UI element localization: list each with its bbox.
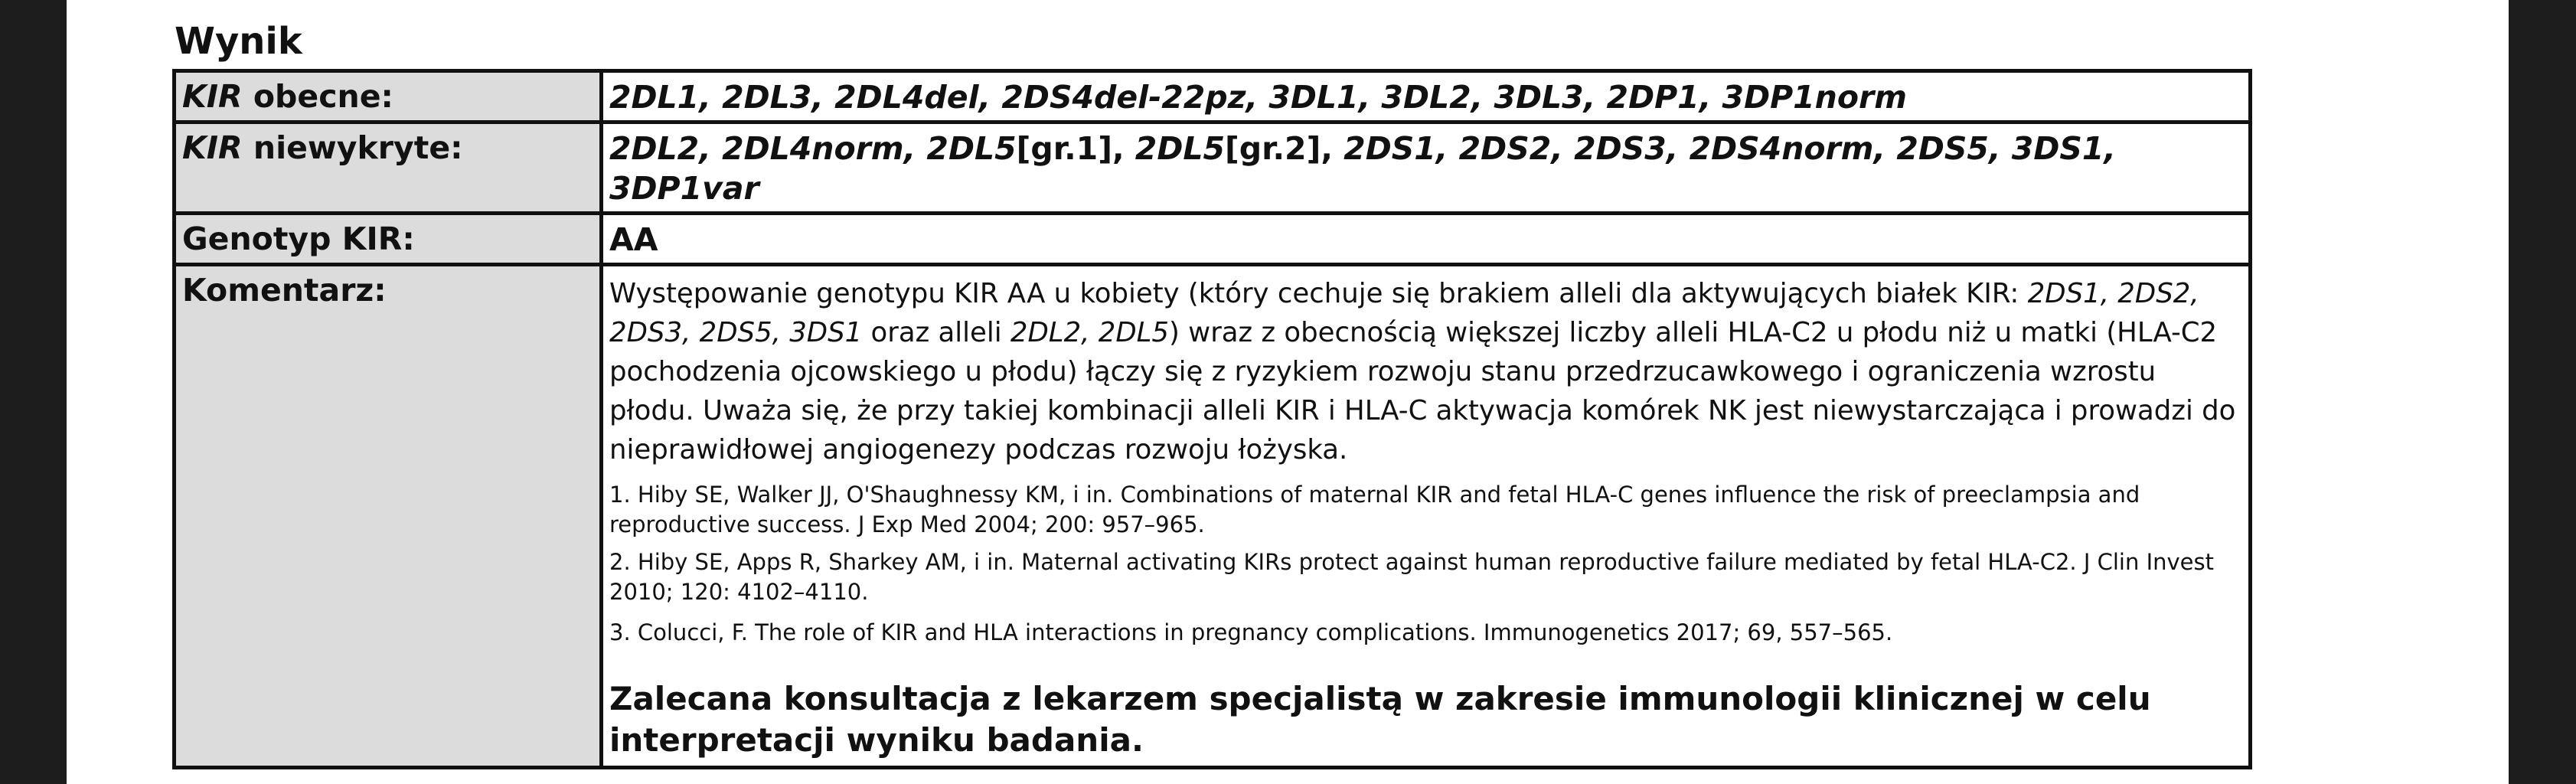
genotype-value-text: AA bbox=[609, 221, 658, 258]
result-table bbox=[172, 69, 2252, 769]
table-row-comment bbox=[175, 265, 2251, 768]
table-row-genotype bbox=[175, 214, 2251, 265]
undetected-part-2: 2DL5 bbox=[1135, 130, 1226, 167]
undetected-part-3: 2DS1, 2DS2, 2DS3, 2DS4norm, 2DS5, 3DS1, 3DP1var bbox=[609, 130, 2116, 207]
row-label-comment: Komentarz: bbox=[175, 265, 602, 768]
reference-item: 1. Hiby SE, Walker JJ, O'Shaughnessy KM, i in. Combinations of maternal KIR and fetal HLA-C genes influence the risk of preeclampsia and reproductive success. J Exp Med 2004; 200: 957–965. bbox=[609, 482, 2140, 537]
inhibitory-alleles: 2DL2, 2DL5 bbox=[1010, 317, 1170, 348]
table-row-kir-undetected bbox=[175, 122, 2251, 214]
genotype-value bbox=[602, 214, 2251, 265]
row-label-kir-present bbox=[175, 71, 602, 122]
label-undetected-text: niewykryte: bbox=[242, 129, 463, 166]
label-kir-italic: KIR bbox=[182, 129, 243, 166]
label-present-text: obecne: bbox=[242, 78, 393, 115]
reference-item: 3. Colucci, F. The role of KIR and HLA interactions in pregnancy complications. Immunogenetics 2017; 69, 557–565. bbox=[609, 619, 1893, 645]
references-list bbox=[609, 480, 2242, 648]
comment-paragraph: Występowanie genotypu KIR AA u kobiety (który cechuje się brakiem alleli dla aktywujących białek KIR: 2DS1, 2DS2, 2DS3, 2DS5, 3DS1 oraz alleli 2DL2, 2DL5) wraz z obecnością większej liczby alleli HLA-C2 u płodu niż u matki (HLA-C2 pochodzenia ojcowskiego u płodu) łączy się z ryzykiem rozwoju stanu przedrzucawkowego i ograniczenia wzrostu płodu. Uważa się, że przy takiej kombinacji alleli KIR i HLA-C aktywacja komórek NK jest niewystarczająca i prowadzi do nieprawidłowej angiogenezy podczas rozwoju łożyska. bbox=[609, 278, 2236, 466]
activating-alleles: 2DS1, 2DS2, 2DS3, 2DS5, 3DS1 bbox=[609, 278, 2199, 348]
kir-undetected-value bbox=[602, 122, 2251, 214]
undetected-part-1: 2DL2, 2DL4norm, 2DL5 bbox=[609, 130, 1017, 167]
kir-present-value: 2DL1, 2DL3, 2DL4del, 2DS4del-22pz, 3DL1, 3DL2, 3DL3, 2DP1, 3DP1norm bbox=[602, 71, 2251, 122]
undetected-group-2: [gr.2], bbox=[1225, 130, 1344, 167]
table-row-kir-present bbox=[175, 71, 2251, 122]
row-label-kir-undetected bbox=[175, 122, 602, 214]
reference-item: 2. Hiby SE, Apps R, Sharkey AM, i in. Maternal activating KIRs protect against human reproductive failure mediated by fetal HLA-C2. J Clin Invest 2010; 120: 4102–4110. bbox=[609, 549, 2215, 605]
consultation-recommendation: Zalecana konsultacja z lekarzem specjalistą w zakresie immunologii klinicznej w celu interpretacji wyniku badania. bbox=[609, 680, 2151, 759]
section-heading: Wynik bbox=[175, 20, 302, 63]
comment-cell bbox=[602, 265, 2251, 768]
label-kir-italic: KIR bbox=[182, 78, 243, 115]
row-label-genotype: Genotyp KIR: bbox=[175, 214, 602, 265]
undetected-group-1: [gr.1], bbox=[1016, 130, 1135, 167]
